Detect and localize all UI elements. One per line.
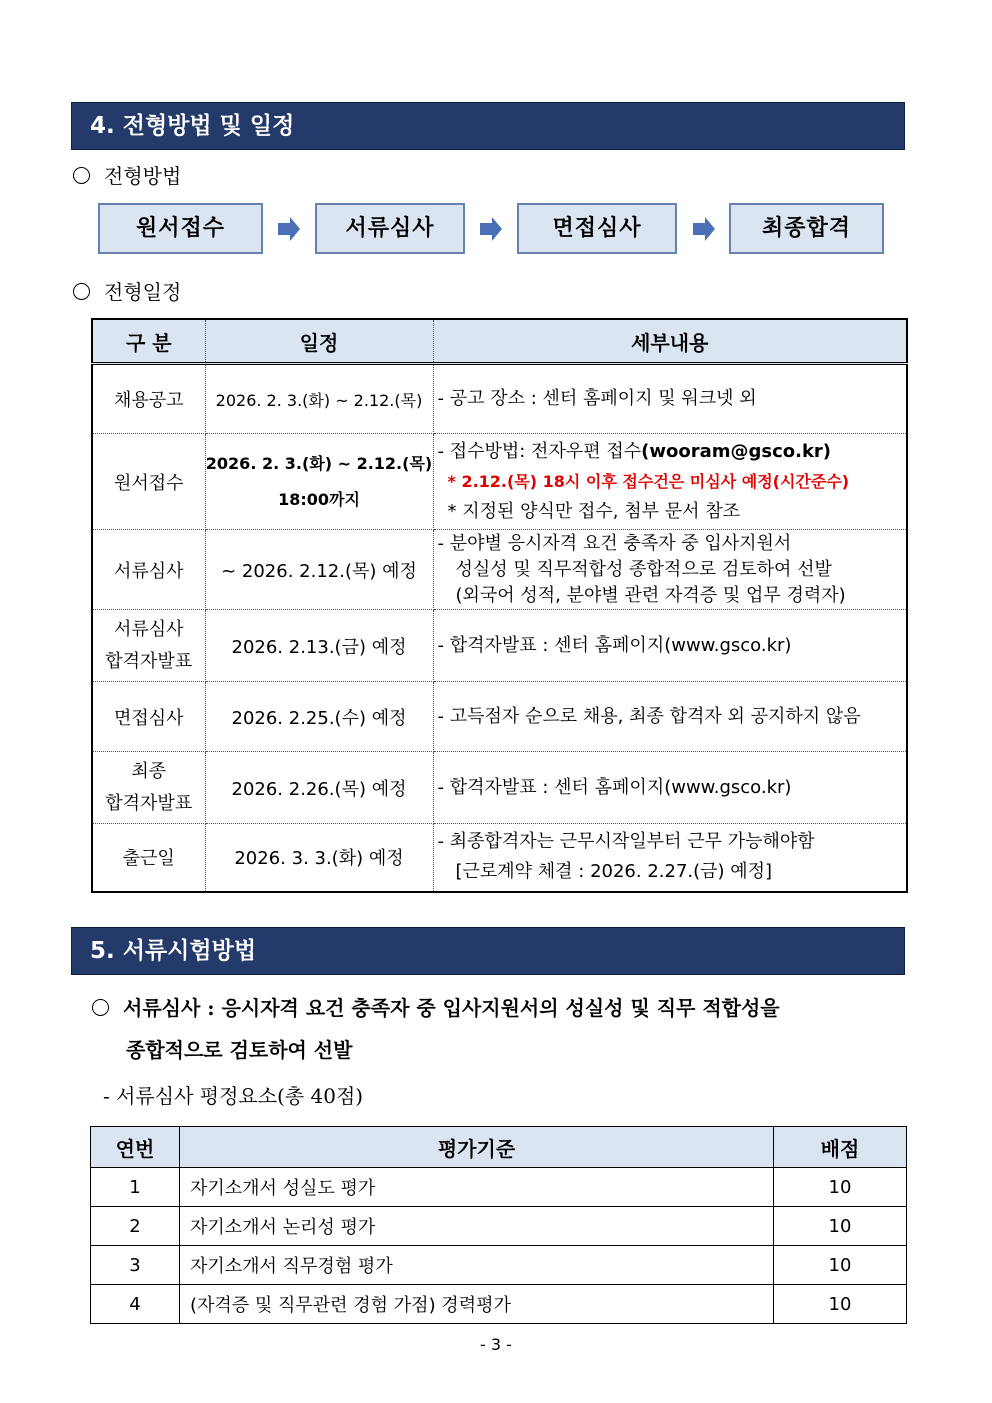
table-row: 2 자기소개서 논리성 평가 10 <box>91 1207 907 1246</box>
table-row: 면접심사 2026. 2.25.(수) 예정 - 고득점자 순으로 채용, 최종 합격자 외 공지하지 않음 <box>92 682 907 752</box>
section-5-title: 5. 서류시험방법 <box>90 938 257 964</box>
doc-review-intro: 서류심사 : 응시자격 요건 충족자 중 입사지원서의 성실성 및 직무 적합성을 <box>92 992 922 1021</box>
flow-step-application: 원서접수 <box>98 203 263 254</box>
section-5-header <box>71 927 905 975</box>
right-arrow-icon <box>278 217 300 241</box>
right-arrow-icon <box>693 217 715 241</box>
header-details: 세부내용 <box>433 319 907 364</box>
circle-bullet-icon <box>73 283 90 300</box>
circle-bullet-icon <box>92 999 109 1016</box>
table-row: 출근일 2026. 3. 3.(화) 예정 - 최종합격자는 근무시작일부터 근무 가능해야함 [근로계약 체결 : 2026. 2.27.(금) 예정] <box>92 824 907 892</box>
evaluation-table <box>90 1126 907 1324</box>
table-row: 3 자기소개서 직무경험 평가 10 <box>91 1246 907 1285</box>
right-arrow-icon <box>480 217 502 241</box>
schedule-label: 전형일정 <box>73 276 181 305</box>
table-header-row <box>92 319 907 364</box>
schedule-table <box>91 318 908 893</box>
flow-step-final: 최종합격 <box>729 203 884 254</box>
section-4-title: 4. 전형방법 및 일정 <box>90 113 295 139</box>
table-row: 4 (자격증 및 직무관련 경험 가점) 경력평가 10 <box>91 1285 907 1324</box>
method-label: 전형방법 <box>73 160 181 189</box>
table-header-row: 연번 평가기준 배점 <box>91 1127 907 1168</box>
flow-step-interview: 면접심사 <box>517 203 677 254</box>
header-date: 일정 <box>205 319 433 364</box>
table-row: 서류심사 합격자발표 2026. 2.13.(금) 예정 - 합격자발표 : 센터 홈페이지(www.gsco.kr) <box>92 610 907 682</box>
table-row: 서류심사 ~ 2026. 2.12.(목) 예정 - 분야별 응시자격 요건 충족자 중 입사지원서 성실성 및 직무적합성 종합적으로 검토하여 선발 (외국어 성적, 분야별 관련 자격증 및 업무 경력자) <box>92 530 907 610</box>
table-row: 1 자기소개서 성실도 평가 10 <box>91 1168 907 1207</box>
circle-bullet-icon <box>73 167 90 184</box>
table-row: 원서접수 2026. 2. 3.(화) ~ 2.12.(목) 18:00까지 - 접수방법: 전자우편 접수(wooram@gsco.kr) * 2.12.(목) 18시 이후 접수건은 미심사 예정(시간준수) * 지정된 양식만 접수, 첨부 문서 참조 <box>92 434 907 530</box>
table-row: 채용공고 2026. 2. 3.(화) ~ 2.12.(목) - 공고 장소 : 센터 홈페이지 및 워크넷 외 <box>92 364 907 434</box>
doc-review-intro-cont: 종합적으로 검토하여 선발 <box>126 1038 353 1062</box>
header-category: 구 분 <box>92 319 205 364</box>
page-number: - 3 - <box>480 1335 512 1354</box>
flow-step-document: 서류심사 <box>315 203 465 254</box>
eval-elements-label: - 서류심사 평정요소(총 40점) <box>103 1084 364 1108</box>
section-4-header <box>71 102 905 150</box>
table-row: 최종 합격자발표 2026. 2.26.(목) 예정 - 합격자발표 : 센터 홈페이지(www.gsco.kr) <box>92 752 907 824</box>
